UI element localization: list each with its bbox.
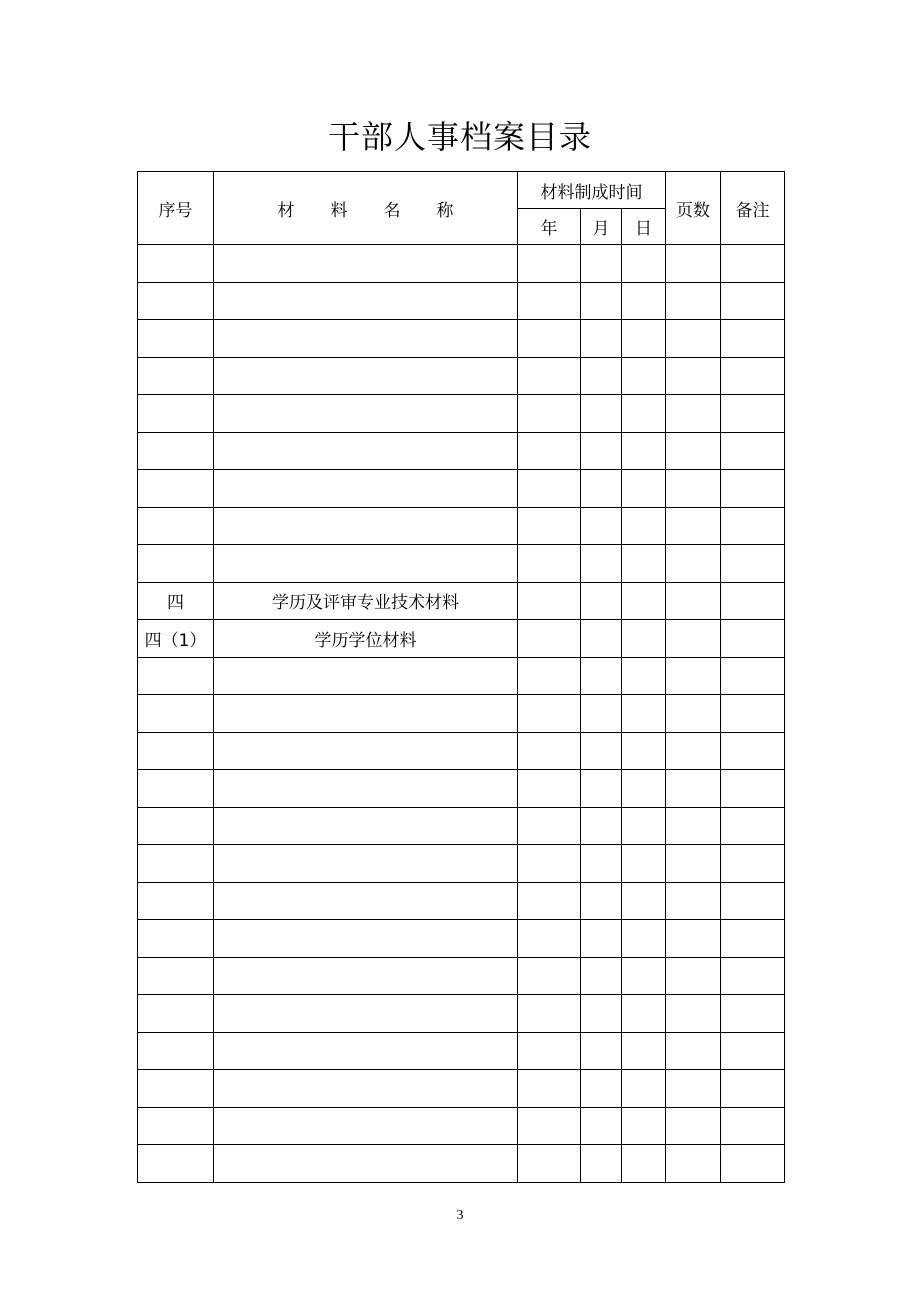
name-cell: 学历及评审专业技术材料 <box>214 582 518 620</box>
table-row <box>138 695 785 733</box>
pages-cell <box>666 920 721 958</box>
header-name-label: 材 料 名 称 <box>277 200 469 221</box>
name-cell <box>214 732 518 770</box>
seq-cell: 四 <box>138 582 214 620</box>
month-cell <box>581 357 622 395</box>
seq-cell: 四（1） <box>138 620 214 658</box>
month-cell <box>581 320 622 358</box>
pages-cell <box>666 245 721 283</box>
seq-cell <box>138 807 214 845</box>
seq-cell <box>138 920 214 958</box>
table-row <box>138 507 785 545</box>
month-cell <box>581 395 622 433</box>
header-day: 日 <box>622 209 666 245</box>
year-cell <box>518 957 581 995</box>
day-cell <box>622 957 666 995</box>
pages-cell <box>666 507 721 545</box>
year-cell <box>518 695 581 733</box>
seq-cell <box>138 657 214 695</box>
year-cell <box>518 432 581 470</box>
table-row <box>138 545 785 583</box>
table-row <box>138 282 785 320</box>
name-cell <box>214 395 518 433</box>
day-cell <box>622 1107 666 1145</box>
pages-cell <box>666 470 721 508</box>
remarks-cell <box>721 920 785 958</box>
month-cell <box>581 995 622 1033</box>
day-cell <box>622 845 666 883</box>
month-cell <box>581 245 622 283</box>
month-cell <box>581 282 622 320</box>
pages-cell <box>666 320 721 358</box>
month-cell <box>581 957 622 995</box>
remarks-cell <box>721 732 785 770</box>
header-name <box>214 172 518 245</box>
table-row <box>138 1107 785 1145</box>
pages-cell <box>666 395 721 433</box>
year-cell <box>518 245 581 283</box>
seq-cell <box>138 470 214 508</box>
name-cell: 学历学位材料 <box>214 620 518 658</box>
pages-cell <box>666 1070 721 1108</box>
remarks-cell <box>721 395 785 433</box>
pages-cell <box>666 282 721 320</box>
name-cell <box>214 995 518 1033</box>
day-cell <box>622 282 666 320</box>
table-row <box>138 245 785 283</box>
year-cell <box>518 882 581 920</box>
pages-cell <box>666 995 721 1033</box>
table-row <box>138 957 785 995</box>
remarks-cell <box>721 507 785 545</box>
name-cell <box>214 1032 518 1070</box>
month-cell <box>581 470 622 508</box>
remarks-cell <box>721 657 785 695</box>
table-header-row <box>138 172 785 209</box>
month-cell <box>581 620 622 658</box>
seq-cell <box>138 507 214 545</box>
pages-cell <box>666 957 721 995</box>
year-cell <box>518 1107 581 1145</box>
name-cell <box>214 320 518 358</box>
pages-cell <box>666 732 721 770</box>
remarks-cell <box>721 282 785 320</box>
table-row <box>138 657 785 695</box>
pages-cell <box>666 695 721 733</box>
remarks-cell <box>721 545 785 583</box>
table-row <box>138 845 785 883</box>
year-cell <box>518 657 581 695</box>
table-row <box>138 770 785 808</box>
name-cell <box>214 357 518 395</box>
pages-cell <box>666 1032 721 1070</box>
remarks-cell <box>721 957 785 995</box>
archive-catalog-table <box>137 171 785 1183</box>
year-cell <box>518 545 581 583</box>
day-cell <box>622 245 666 283</box>
month-cell <box>581 657 622 695</box>
table-row <box>138 320 785 358</box>
table-row <box>138 995 785 1033</box>
month-cell <box>581 432 622 470</box>
pages-cell <box>666 770 721 808</box>
day-cell <box>622 920 666 958</box>
pages-cell <box>666 807 721 845</box>
seq-cell <box>138 432 214 470</box>
day-cell <box>622 732 666 770</box>
year-cell <box>518 582 581 620</box>
remarks-cell <box>721 320 785 358</box>
day-cell <box>622 1070 666 1108</box>
month-cell <box>581 695 622 733</box>
table-row <box>138 1070 785 1108</box>
remarks-cell <box>721 1107 785 1145</box>
month-cell <box>581 582 622 620</box>
name-cell <box>214 657 518 695</box>
day-cell <box>622 545 666 583</box>
remarks-cell <box>721 807 785 845</box>
seq-cell <box>138 545 214 583</box>
page-title: 干部人事档案目录 <box>327 118 592 156</box>
year-cell <box>518 1145 581 1183</box>
seq-cell <box>138 282 214 320</box>
pages-cell <box>666 545 721 583</box>
name-cell <box>214 1070 518 1108</box>
name-cell <box>214 470 518 508</box>
seq-cell <box>138 1070 214 1108</box>
year-cell <box>518 620 581 658</box>
pages-cell <box>666 357 721 395</box>
table-row <box>138 1032 785 1070</box>
day-cell <box>622 620 666 658</box>
year-cell <box>518 357 581 395</box>
day-cell <box>622 395 666 433</box>
month-cell <box>581 1107 622 1145</box>
month-cell <box>581 882 622 920</box>
remarks-cell <box>721 995 785 1033</box>
name-cell <box>214 807 518 845</box>
month-cell <box>581 732 622 770</box>
name-cell <box>214 545 518 583</box>
table-row <box>138 920 785 958</box>
name-cell <box>214 882 518 920</box>
name-cell <box>214 1145 518 1183</box>
page-number: 3 <box>456 1208 464 1223</box>
day-cell <box>622 320 666 358</box>
seq-cell <box>138 957 214 995</box>
month-cell <box>581 845 622 883</box>
year-cell <box>518 1032 581 1070</box>
year-cell <box>518 1070 581 1108</box>
month-cell <box>581 1032 622 1070</box>
pages-cell <box>666 882 721 920</box>
remarks-cell <box>721 1070 785 1108</box>
name-cell <box>214 432 518 470</box>
remarks-cell <box>721 470 785 508</box>
table-row <box>138 732 785 770</box>
table-row <box>138 582 785 620</box>
day-cell <box>622 470 666 508</box>
header-seq: 序号 <box>138 172 214 245</box>
header-year: 年 <box>518 209 581 245</box>
remarks-cell <box>721 357 785 395</box>
remarks-cell <box>721 245 785 283</box>
pages-cell <box>666 582 721 620</box>
day-cell <box>622 432 666 470</box>
seq-cell <box>138 695 214 733</box>
seq-cell <box>138 395 214 433</box>
month-cell <box>581 507 622 545</box>
seq-cell <box>138 732 214 770</box>
year-cell <box>518 770 581 808</box>
year-cell <box>518 470 581 508</box>
month-cell <box>581 807 622 845</box>
day-cell <box>622 995 666 1033</box>
year-cell <box>518 995 581 1033</box>
header-date-group: 材料制成时间 <box>518 172 666 209</box>
month-cell <box>581 920 622 958</box>
seq-cell <box>138 1032 214 1070</box>
name-cell <box>214 695 518 733</box>
month-cell <box>581 545 622 583</box>
year-cell <box>518 732 581 770</box>
seq-cell <box>138 1107 214 1145</box>
remarks-cell <box>721 770 785 808</box>
day-cell <box>622 807 666 845</box>
seq-cell <box>138 845 214 883</box>
day-cell <box>622 1032 666 1070</box>
remarks-cell <box>721 845 785 883</box>
year-cell <box>518 282 581 320</box>
table-row <box>138 1145 785 1183</box>
name-cell <box>214 957 518 995</box>
table-row <box>138 432 785 470</box>
header-remarks: 备注 <box>721 172 785 245</box>
name-cell <box>214 245 518 283</box>
year-cell <box>518 807 581 845</box>
table-row <box>138 470 785 508</box>
pages-cell <box>666 1145 721 1183</box>
seq-cell <box>138 1145 214 1183</box>
remarks-cell <box>721 432 785 470</box>
name-cell <box>214 845 518 883</box>
remarks-cell <box>721 620 785 658</box>
pages-cell <box>666 432 721 470</box>
remarks-cell <box>721 582 785 620</box>
day-cell <box>622 582 666 620</box>
year-cell <box>518 320 581 358</box>
pages-cell <box>666 657 721 695</box>
table-row <box>138 807 785 845</box>
day-cell <box>622 770 666 808</box>
year-cell <box>518 507 581 545</box>
day-cell <box>622 882 666 920</box>
seq-cell <box>138 245 214 283</box>
seq-cell <box>138 357 214 395</box>
day-cell <box>622 1145 666 1183</box>
name-cell <box>214 507 518 545</box>
pages-cell <box>666 845 721 883</box>
year-cell <box>518 845 581 883</box>
name-cell <box>214 1107 518 1145</box>
seq-cell <box>138 320 214 358</box>
table-row <box>138 620 785 658</box>
name-cell <box>214 770 518 808</box>
remarks-cell <box>721 882 785 920</box>
seq-cell <box>138 995 214 1033</box>
pages-cell <box>666 620 721 658</box>
day-cell <box>622 657 666 695</box>
seq-cell <box>138 882 214 920</box>
name-cell <box>214 920 518 958</box>
table-row <box>138 882 785 920</box>
pages-cell <box>666 1107 721 1145</box>
year-cell <box>518 395 581 433</box>
year-cell <box>518 920 581 958</box>
month-cell <box>581 770 622 808</box>
seq-cell <box>138 770 214 808</box>
day-cell <box>622 695 666 733</box>
table-row <box>138 395 785 433</box>
table-row <box>138 357 785 395</box>
remarks-cell <box>721 695 785 733</box>
remarks-cell <box>721 1032 785 1070</box>
remarks-cell <box>721 1145 785 1183</box>
name-cell <box>214 282 518 320</box>
day-cell <box>622 507 666 545</box>
header-pages: 页数 <box>666 172 721 245</box>
header-month: 月 <box>581 209 622 245</box>
month-cell <box>581 1070 622 1108</box>
month-cell <box>581 1145 622 1183</box>
day-cell <box>622 357 666 395</box>
